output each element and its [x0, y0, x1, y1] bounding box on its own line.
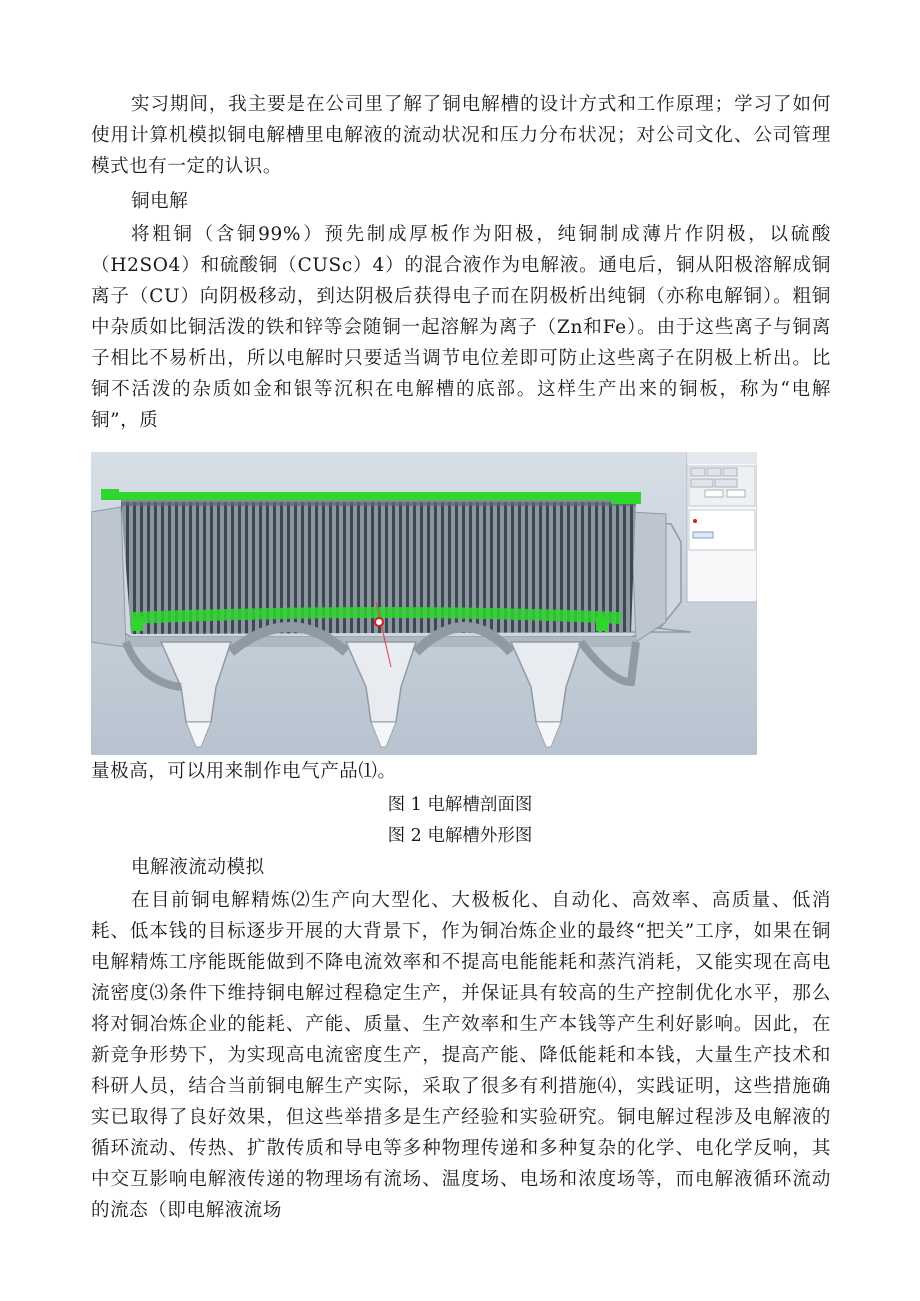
paragraph-electrical-products: 量极高，可以用来制作电气产品⑴。 [91, 761, 397, 782]
paragraph-electrolysis-process: 将粗铜（含铜99%）预先制成厚板作为阳极，纯铜制成薄片作阴极，以硫酸（H2SO4）和硫酸铜（CUSc）4）的混合液作为电解液。通电后，铜从阳极溶解成铜离子（CU）向阴极移动，到达阴极后获得电子而在阴极析出纯铜（亦称电解铜）。粗铜中杂质如比铜活泼的铁和锌等会随铜一起溶解为离子（Zn和Fe）。由于这些离子与铜离子相比不易析出，所以电解时只要适当调节电位差即可防止这些离子在阴极上析出。比铜不活泼的杂质如金和银等沉积在电解槽的底部。这样生产出来的铜板，称为“电解铜”，质 [91, 224, 831, 431]
green-mesh-top [101, 492, 641, 500]
paragraph-flow-simulation: 在目前铜电解精炼⑵生产向大型化、大极板化、自动化、高效率、高质量、低消耗、低本钱的目标逐步开展的大背景下，作为铜冶炼企业的最终“把关”工序，如果在铜电解精炼工序能既能做到不降电流效率和不提高电能能耗和蒸汽消耗，又能实现在高电流密度⑶条件下维持铜电解过程稳定生产，并保证具有较高的生产控制优化水平，那么将对铜冶炼企业的能耗、产能、质量、生产效率和生产本钱等产生利好影响。因此，在新竞争形势下，为实现高电流密度生产，提高产能、降低能耗和本钱，大量生产技术和科研人员，结合当前铜电解生产实际，采取了很多有利措施⑷，实践证明，这些措施确实已取得了良好效果，但这些举措多是生产经验和实验研究。铜电解过程涉及电解液的循环流动、传热、扩散传质和导电等多种物理传递和多种复杂的化学、电化学反响，其中交互影响电解液传递的物理场有流场、温度场、电场和浓度场等，而电解液循环流动的流态（即电解液流场 [91, 890, 831, 1221]
heading-copper-electrolysis: 铜电解 [131, 191, 189, 212]
figure-1-caption: 图 1 电解槽剖面图 [387, 795, 533, 815]
heading-electrolyte-flow: 电解液流动模拟 [131, 857, 265, 878]
figure-2-caption: 图 2 电解槽外形图 [387, 826, 533, 846]
cell-section-render [91, 452, 757, 755]
electrolytic-cell-figure [91, 452, 757, 755]
pivot-marker-icon[interactable] [375, 618, 383, 626]
paragraph-internship: 实习期间，我主要是在公司里了解了铜电解槽的设计方式和工作原理；学习了如何使用计算机模拟铜电解槽里电解液的流动状况和压力分布状况；对公司文化、公司管理模式也有一定的认识。 [91, 94, 831, 177]
